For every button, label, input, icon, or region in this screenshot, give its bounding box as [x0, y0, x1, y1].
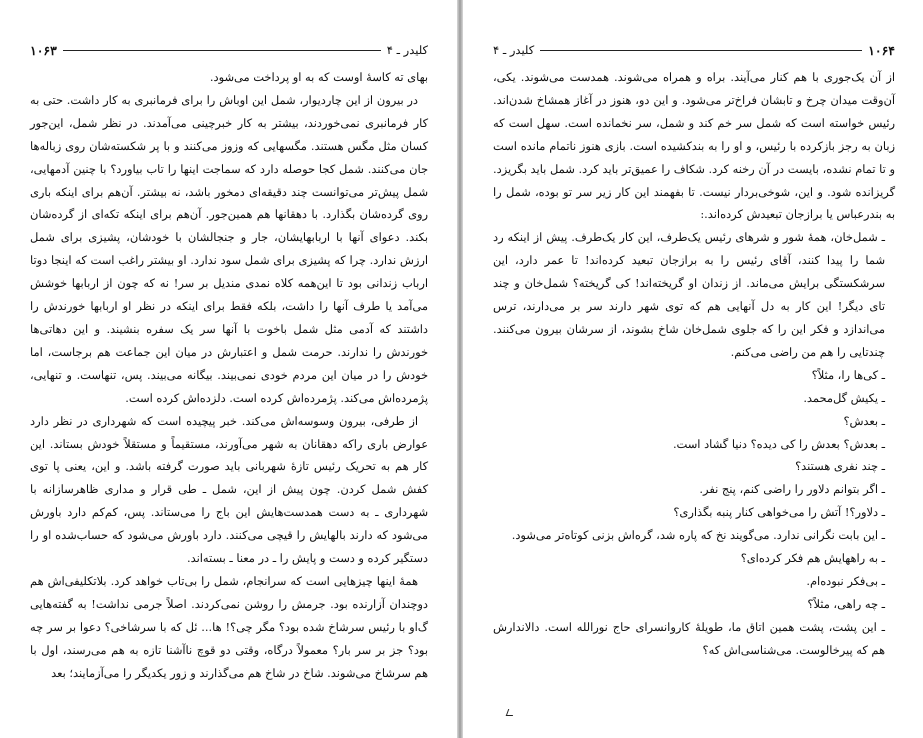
dialogue-line: ـ بی‌فکر نبوده‌ام.	[806, 573, 885, 588]
continuation-mark	[506, 709, 516, 716]
dialogue-line: ـ چند نفری هستند؟	[795, 459, 885, 474]
dialogue-line: ـ کی‌ها را، مثلاً؟	[811, 367, 885, 382]
left-running-title: کلیدر ـ ۴	[386, 43, 428, 57]
paragraph: همهٔ اینها چیزهایی است که سرانجام، شمل را بی‌تاب خواهد کرد. بلاتکلیفی‌اش هم دوچندان آزارنده بود. جرمش را روشن نمی‌کردند. اصلاً جرمی نداشت! به گفته‌هایی گ‌او با رئیس سرشاخ شده بود؟ مگر چی؟! ‌ها... ئل که با سرشاخی؟ دعوا بر سر چه بود؟ جز بر سر بار؟ معمولاً درگاه، وقتی دو قوچ ناآشنا تازه به هم می‌رسند، اول با هم سرشاخ می‌شوند. شاخ در شاخ هم می‌گذارند و زور یکدیگر را می‌آزمایند؛ بعد	[30, 573, 428, 680]
dialogue-line: ـ به راههایش هم فکر کرده‌ای؟	[740, 551, 885, 566]
right-page-header	[493, 42, 895, 58]
dialogue-line: ـ دلاور؟! آتش را می‌خواهی کنار پنبه بگذاری؟	[673, 505, 885, 520]
dialogue-line: ـ یکیش گل‌محمد.	[803, 390, 885, 405]
right-page	[463, 0, 923, 738]
left-page	[0, 0, 457, 738]
header-rule	[63, 50, 381, 51]
dialogue-line: ـ این بابت نگرانی ندارد. می‌گویند نخ که پاره شد، گره‌اش بزنی کوتاه‌تر می‌شود.	[511, 528, 885, 543]
dialogue-line: ـ شمل‌خان، همهٔ شور و شرهای رئیس یک‌طرف، این کار یک‌طرف. پیش از اینکه رد شما را پیدا کنند، آقای رئیس را به برازجان تبعید کرده‌اند! تا عمر دارد، این سرشکستگی برایش می‌ماند. از زندان او گریخته‌اند! کی گریخته؟ شمل‌خان و چند تای دیگر! این کار به دل آنهایی هم که توی شهر دارند سر بر می‌دارند، ترس می‌اندازد و فکر این را که جلوی شمل‌خان شاخ بشوند، از سرشان بیرون می‌کنند. چندتایی را هم من راضی می‌کنم.	[493, 230, 885, 359]
right-page-number: ۱۰۶۴	[868, 42, 895, 58]
dialogue-line: ـ بعدش؟	[843, 413, 885, 428]
dialogue-line: ـ چه راهی، مثلاً؟	[807, 596, 885, 611]
dialogue-line: ـ این پشت، پشت همین اتاق ما، طویلهٔ کاروانسرای حاج نورالله است. دالاندارش هم که پیرخالوست. می‌شناسی‌اش که؟	[493, 619, 885, 657]
right-page-body	[493, 66, 895, 662]
dialogue-line: ـ بعدش؟ بعدش را کی دیده؟ دنیا گشاد است.	[672, 436, 885, 451]
left-page-number: ۱۰۶۳	[30, 42, 57, 58]
paragraph: در بیرون از این چاردیوار، شمل این اوباش را برای فرمانبری به کار داشت. حتی به کار فرمانبری نمی‌خوردند، بیشتر به کار خبرچینی می‌آمدند. در نظر شمل، این‌جور کسان مثل مگس هستند. مگسهایی که وزوز می‌کنند و با پر شکسته‌شان روی زباله‌ها جان می‌کنند. شمل کجا حوصله دارد که سماجت اینها را تاب بیاورد؟ با چنین آدمهایی، شمل پیش‌تر می‌توانست چند دقیقه‌ای دمخور باشد، نه بیشتر. آن‌هم برای اینکه باری روی گرده‌شان بگذارد. با دهقانها هم همین‌جور. آن‌هم برای اینکه تکه‌ای از گرده‌شان بکند. دعوای آنها با اربابهایشان، جار و جنجالشان با خودشان، پشیزی برای شمل ارزش ندارد. چرا که پشیزی برای شمل سود ندارد. او بیشتر راغب است که اینجا دوتا ارباب زندانی بود تا این‌همه کلاه نمدی مندیل بر سر! نه که چون از اربابها خوشش می‌آمد یا طرف آنها را داشت، بلکه فقط برای اینکه در نظر او اربابها خورندش را داشتند که آدمی مثل شمل باخوت با آنها سر یک سفره بنشیند. و این دهاتی‌ها خورندش را ندارند. حرمت شمل و اعتبارش در میان این جماعت هم برجاست، اما خودش را در میان این مردم خودی نمی‌بیند. بیگانه می‌بیند. پس، تنهاست. و تنهایی، پژمرده‌اش می‌کند. پژمرده‌اش کرده است. دلزده‌اش کرده است.	[30, 92, 428, 405]
dialogue-line: ـ اگر بتوانم دلاور را راضی کنم، پنج نفر.	[699, 482, 885, 497]
right-running-title: کلیدر ـ ۴	[493, 43, 535, 57]
paragraph: از طرفی، بیرون وسوسه‌اش می‌کند. خبر پیچیده است که شهرداری در نظر دارد عوارض باری راکه دهقانان به شهر می‌آورند، مستقیماً و مستقلاً خودش بستاند. این کار هم به تحریک رئیس تازهٔ شهربانی باید صورت گرفته باشد. و این، یعنی پا توی کفش شمل کردن. چون پیش از این، شمل ـ طی قرار و مداری ظاهرسازانه با شهرداری ـ به دست همدست‌هایش این باج را می‌ستاند. پس، کم‌کم دارد باورش می‌شود که دارند بالهایش را قیچی می‌کنند. دارد باورش می‌شود که حساب‌شده او را دستگیر کرده و دست و پایش را ـ در معنا ـ بسته‌اند.	[30, 413, 428, 566]
paragraph: از آن یک‌جوری با هم کنار می‌آیند. براه و همراه می‌شوند. همدست می‌شوند. یکی، آن‌وقت میدان چرخ و تابشان فراخ‌تر می‌شود. و این دو، هنوز در آغاز همشاخ شدن‌اند. رئیس خواسته است که شمل سر خم کند و شمل، سر نخمانده است. سهل است که زبان به رجز بازکرده با رئیس، و او را به بندکشیده است. بازی هنوز ناتمام مانده است و تا تمام نشده، بایست در آن رخنه کرد. شکاف را عمیق‌تر باید کرد. شمل باید بگریزد. گریزانده شود. و این، شوخی‌بردار نیست. تا بفهمند این کار زیر سر تو بوده، شمل را به بندرعباس یا برازجان تبعیدش کرده‌اند.:	[493, 70, 895, 222]
paragraph: بهای ته کاسهٔ اوست که به او پرداخت می‌شود.	[209, 70, 428, 84]
left-page-body	[30, 66, 428, 684]
header-rule	[540, 50, 862, 51]
left-page-header	[30, 42, 428, 58]
